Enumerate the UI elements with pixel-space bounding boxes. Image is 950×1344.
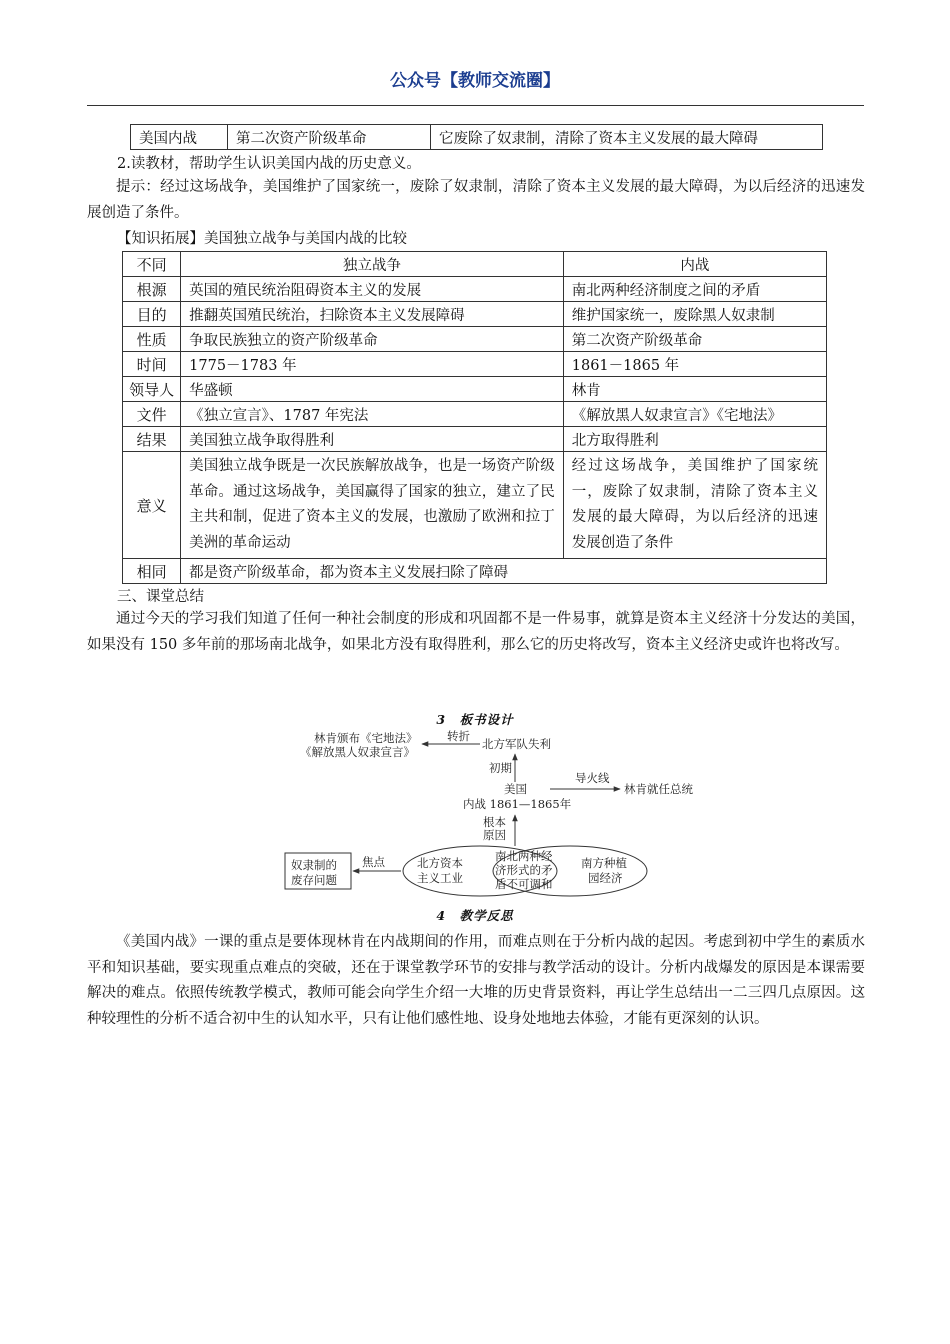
early-label: 初期 xyxy=(489,761,512,775)
header-divider xyxy=(87,105,864,106)
comparison-table xyxy=(122,251,827,584)
table-cell: 它废除了奴隶制，清除了资本主义发展的最大障碍 xyxy=(431,125,823,150)
conflict-text: 盾不可调和 xyxy=(495,877,553,891)
header-cell: 不同 xyxy=(123,252,181,277)
row-label: 文件 xyxy=(123,402,181,427)
table-row xyxy=(123,452,827,559)
root-cause-label: 原因 xyxy=(483,828,506,842)
south-economy: 南方种植 xyxy=(581,856,627,870)
table-cell: 美国独立战争既是一次民族解放战争，也是一场资产阶级革命。通过这场战争，美国赢得了国家的独立，建立了民主共和制，促进了资本主义的发展，也激励了欧洲和拉丁美洲的革命运动 xyxy=(181,452,564,559)
conflict-text: 济形式的矛 xyxy=(495,863,553,877)
reflection-paragraph: 《美国内战》一课的重点是要体现林肯在内战期间的作用，而难点则在于分析内战的起因。考虑到初中学生的素质水平和知识基础，要实现重点难点的突破，还在于课堂教学环节的安排与教学活动的设计。分析内战爆发的原因是本课需要解决的难点。依照传统教学模式，教师可能会向学生介绍一大堆的历史背景资料，再让学生总结出一二三四几点原因。这种较理性的分析不适合初中生的认知水平，只有让他们感性地、设身处地地去体验，才能有更深刻的认识。 xyxy=(87,934,865,1027)
lincoln-homestead-act: 林肯颁布《宅地法》 xyxy=(314,731,418,745)
us-label: 美国 xyxy=(504,782,527,796)
table-row xyxy=(123,302,827,327)
table-cell: 经过这场战争，美国维护了国家统一，废除了奴隶制，清除了资本主义发展的最大障碍，为以后经济的迅速发展创造了条件 xyxy=(563,452,826,559)
table-cell: 1861－1865 年 xyxy=(563,352,826,377)
table-cell: 争取民族独立的资产阶级革命 xyxy=(181,327,564,352)
table-cell: 《独立宣言》、1787 年宪法 xyxy=(181,402,564,427)
table-row xyxy=(123,402,827,427)
table-cell: 1775－1783 年 xyxy=(181,352,564,377)
row-label: 时间 xyxy=(123,352,181,377)
reflection-caption: 4 教学反思 xyxy=(436,908,514,923)
table-row xyxy=(131,125,823,150)
extension-title: 【知识拓展】美国独立战争与美国内战的比较 xyxy=(117,231,407,247)
section-3-title: 三、课堂总结 xyxy=(117,589,204,605)
table-cell: 推翻英国殖民统治，扫除资本主义发展障碍 xyxy=(181,302,564,327)
civil-war-label: 内战 1861—1865年 xyxy=(463,797,572,811)
emancipation-proclamation: 《解放黑人奴隶宣言》 xyxy=(300,745,415,759)
hint-paragraph: 提示：经过这场战争，美国维护了国家统一，废除了奴隶制，清除了资本主义发展的最大障碍，为以后经济的迅速发展创造了条件。 xyxy=(87,179,865,221)
table-header-row xyxy=(123,252,827,277)
table-cell: 美国独立战争取得胜利 xyxy=(181,427,564,452)
north-defeat: 北方军队失利 xyxy=(482,737,551,751)
root-cause-label: 根本 xyxy=(483,815,506,829)
row-label: 结果 xyxy=(123,427,181,452)
table-row xyxy=(123,377,827,402)
summary-table xyxy=(130,124,823,150)
north-economy: 主义工业 xyxy=(417,871,463,885)
south-economy: 园经济 xyxy=(588,871,623,885)
table-cell: 华盛顿 xyxy=(181,377,564,402)
row-label: 领导人 xyxy=(123,377,181,402)
summary-paragraph: 通过今天的学习我们知道了任何一种社会制度的形成和巩固都不是一件易事，就算是资本主义经济十分发达的美国，如果没有 150 多年前的那场南北战争，如果北方没有取得胜利，那么它的历史将改写，资本主义经济史或许也将改写。 xyxy=(87,611,865,653)
header-cell: 内战 xyxy=(563,252,826,277)
row-label: 相同 xyxy=(123,559,181,584)
table-row xyxy=(123,277,827,302)
slavery-issue: 废存问题 xyxy=(291,873,337,887)
slavery-issue: 奴隶制的 xyxy=(291,858,337,872)
table-cell: 都是资产阶级革命，都为资本主义发展扫除了障碍 xyxy=(181,559,827,584)
table-cell: 林肯 xyxy=(563,377,826,402)
table-cell: 《解放黑人奴隶宣言》《宅地法》 xyxy=(563,402,826,427)
question-2: 2.读教材，帮助学生认识美国内战的历史意义。 xyxy=(117,156,421,172)
row-label: 性质 xyxy=(123,327,181,352)
page-header: 公众号【教师交流圈】 xyxy=(390,71,560,91)
table-cell: 南北两种经济制度之间的矛盾 xyxy=(563,277,826,302)
row-label: 目的 xyxy=(123,302,181,327)
north-economy: 北方资本 xyxy=(417,856,463,870)
conflict-text: 南北两种经 xyxy=(495,849,553,863)
focus-label: 焦点 xyxy=(362,855,385,869)
table-cell: 英国的殖民统治阻碍资本主义的发展 xyxy=(181,277,564,302)
board-design-caption: 3 板书设计 xyxy=(436,712,514,727)
table-row xyxy=(123,352,827,377)
turning-point-label: 转折 xyxy=(447,729,470,743)
row-label: 根源 xyxy=(123,277,181,302)
table-cell: 美国内战 xyxy=(131,125,228,150)
table-row xyxy=(123,427,827,452)
lincoln-president: 林肯就任总统 xyxy=(624,782,693,796)
table-cell: 第二次资产阶级革命 xyxy=(228,125,431,150)
table-cell: 第二次资产阶级革命 xyxy=(563,327,826,352)
table-cell: 维护国家统一，废除黑人奴隶制 xyxy=(563,302,826,327)
table-cell: 北方取得胜利 xyxy=(563,427,826,452)
table-row xyxy=(123,327,827,352)
row-label: 意义 xyxy=(123,452,181,559)
header-cell: 独立战争 xyxy=(181,252,564,277)
fuse-label: 导火线 xyxy=(575,771,610,785)
table-row xyxy=(123,559,827,584)
board-design-diagram xyxy=(280,728,720,900)
